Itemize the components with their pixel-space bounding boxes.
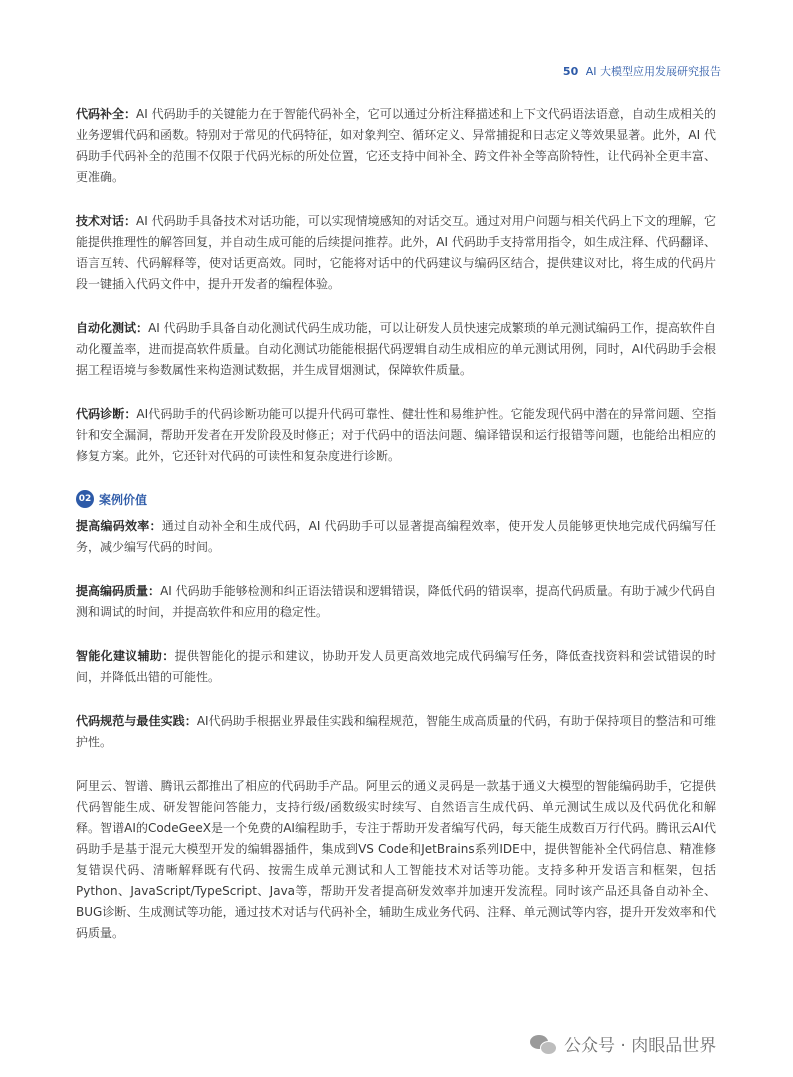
watermark-text: 公众号 · 肉眼品世界: [564, 1036, 717, 1056]
value-paragraph-efficiency: [76, 516, 716, 558]
page-number: 50: [562, 65, 579, 78]
paragraph-lead: 提高编码效率：: [76, 519, 162, 533]
paragraph-text: AI代码助手根据业界最佳实践和编程规范，智能生成高质量的代码，有助于保持项目的整洁和可维护性。: [76, 714, 716, 749]
paragraph-lead: 自动化测试：: [76, 321, 149, 335]
value-paragraph-quality: [76, 581, 716, 623]
feature-paragraph-auto-test: [76, 318, 716, 381]
main-content: [76, 104, 716, 944]
paragraph-text: AI 代码助手具备自动化测试代码生成功能，可以让研发人员快速完成繁琐的单元测试编码工作，提高软件自动化覆盖率，进而提高软件质量。自动化测试功能能根据代码逻辑自动生成相应的单元测试用例，同时，AI代码助手会根据工程语境与参数属性来构造测试数据，并生成冒烟测试，保障软件质量。: [76, 321, 716, 377]
section-heading: [76, 490, 716, 508]
report-title: AI 大模型应用发展研究报告: [585, 65, 721, 78]
page-header: [563, 63, 721, 79]
paragraph-lead: 代码诊断：: [76, 407, 137, 421]
value-paragraph-smart-suggestions: [76, 646, 716, 688]
paragraph-text: 提供智能化的提示和建议，协助开发人员更高效地完成代码编写任务，降低查找资料和尝试错误的时间，并降低出错的可能性。: [76, 649, 716, 684]
section-title: 案例价值: [99, 492, 148, 507]
paragraph-text: AI 代码助手的关键能力在于智能代码补全，它可以通过分析注释描述和上下文代码语法语意，自动生成相关的业务逻辑代码和函数。特别对于常见的代码特征，如对象判空、循环定义、异常捕捉和日志定义等效果显著。此外，AI 代码助手代码补全的范围不仅限于代码光标的所处位置，它还支持中间补全、跨文件补全等高阶特性，让代码补全更丰富、更准确。: [76, 107, 716, 184]
paragraph-lead: 提高编码质量：: [76, 584, 161, 598]
summary-paragraph: 阿里云、智谱、腾讯云都推出了相应的代码助手产品。阿里云的通义灵码是一款基于通义大模型的智能编码助手，它提供代码智能生成、研发智能问答能力，支持行级/函数级实时续写、自然语言生成代码、单元测试生成以及代码优化和解释。智谱AI的CodeGeeX是一个免费的AI编程助手，专注于帮助开发者编写代码，每天能生成数百万行代码。腾讯云AI代码助手是基于混元大模型开发的编辑器插件，集成到VS Code和JetBrains系列IDE中，提供智能补全代码信息、精准修复错误代码、清晰解释既有代码、按需生成单元测试和人工智能技术对话等功能。支持多种开发语言和框架，包括Python、JavaScript/TypeScript、Java等，帮助开发者提高研发效率并加速开发流程。同时该产品还具备自动补全、BUG诊断、生成测试等功能，通过技术对话与代码补全，辅助生成业务代码、注释、单元测试等内容，提升开发效率和代码质量。: [76, 779, 716, 940]
paragraph-text: AI 代码助手具备技术对话功能，可以实现情境感知的对话交互。通过对用户问题与相关代码上下文的理解，它能提供推理性的解答回复，并自动生成可能的后续提问推荐。此外，AI 代码助手支持常用指令，如生成注释、代码翻译、语言互转、代码解释等，使对话更高效。同时，它能将对话中的代码建议与编码区结合，提供建议对比，将生成的代码片段一键插入代码文件中，提升开发者的编程体验。: [76, 214, 716, 291]
paragraph-lead: 代码补全：: [76, 107, 137, 121]
wechat-icon: [530, 1033, 558, 1055]
feature-paragraph-tech-dialog: [76, 211, 716, 295]
paragraph-lead: 技术对话：: [76, 214, 137, 228]
section-number-badge: 02: [76, 490, 94, 508]
paragraph-lead: 智能化建议辅助：: [76, 649, 175, 663]
feature-paragraph-code-diagnosis: [76, 404, 716, 467]
feature-paragraph-code-completion: [76, 104, 716, 188]
watermark: [530, 1031, 716, 1056]
paragraph-text: 通过自动补全和生成代码，AI 代码助手可以显著提高编程效率，使开发人员能够更快地完成代码编写任务，减少编写代码的时间。: [76, 519, 716, 554]
value-paragraph-best-practices: [76, 711, 716, 753]
paragraph-text: AI代码助手的代码诊断功能可以提升代码可靠性、健壮性和易维护性。它能发现代码中潜在的异常问题、空指针和安全漏洞，帮助开发者在开发阶段及时修正；对于代码中的语法问题、编译错误和运行报错等问题，也能给出相应的修复方案。此外，它还针对代码的可读性和复杂度进行诊断。: [76, 407, 716, 463]
paragraph-lead: 代码规范与最佳实践：: [76, 714, 197, 728]
paragraph-text: AI 代码助手能够检测和纠正语法错误和逻辑错误，降低代码的错误率，提高代码质量。有助于减少代码自测和调试的时间，并提高软件和应用的稳定性。: [76, 584, 716, 619]
